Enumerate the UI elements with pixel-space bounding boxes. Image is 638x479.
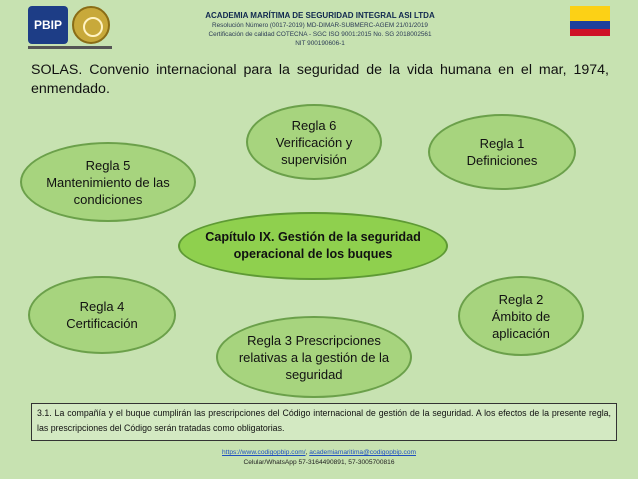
phone-line: Celular/WhatsApp 57-3164490891, 57-3005700816 <box>243 459 395 466</box>
node-regla-2 <box>458 276 584 356</box>
certification-line: Certificación de calidad COTECNA - SGC ISO 9001:2015 No. SG 2018002561 <box>208 31 432 38</box>
node-regla-3-label: Regla 3 Prescripciones relativas a la gestión de la seguridad <box>238 332 390 382</box>
email-link[interactable]: academiamaritima@codigopbip.com <box>309 449 416 456</box>
footer-text: 3.1. La compañía y el buque cumplirán las prescripciones del Código internacional de gestión de la seguridad. A los efectos de la presente regla, las prescripciones del Código serán tratadas como obligatorias. <box>37 408 611 433</box>
logo-group <box>28 6 112 48</box>
logo-caption-bar <box>28 46 112 49</box>
contact-info <box>0 448 638 468</box>
central-node-label: Capítulo IX. Gestión de la seguridad operacional de los buques <box>205 230 421 261</box>
link-separator: , <box>305 449 310 456</box>
node-regla-4-label: Regla 4 Certificación <box>66 299 138 331</box>
pbip-logo: PBIP <box>28 6 68 44</box>
node-regla-5 <box>20 142 196 222</box>
header <box>0 0 638 58</box>
node-regla-6 <box>246 104 382 180</box>
node-regla-5-label: Regla 5 Mantenimiento de las condiciones <box>46 157 170 207</box>
node-regla-3 <box>216 316 412 398</box>
website-link[interactable]: https://www.codigopbip.com/ <box>222 449 306 456</box>
node-regla-1-label: Regla 1 Definiciones <box>466 136 538 168</box>
org-info <box>150 11 490 48</box>
node-regla-4 <box>28 276 176 354</box>
footer-text-box <box>31 403 617 441</box>
node-regla-6-label: Regla 6 Verificación y supervisión <box>275 117 353 167</box>
org-name: ACADEMIA MARÍTIMA DE SEGURIDAD INTEGRAL ASI LTDA <box>205 11 435 20</box>
academy-seal-icon <box>72 6 110 44</box>
intro-text: SOLAS. Convenio internacional para la seguridad de la vida humana en el mar, 1974, enmendado. <box>31 62 609 97</box>
central-node <box>178 212 448 280</box>
nit-line: NIT 900190606-1 <box>295 40 345 47</box>
node-regla-2-label: Regla 2 Ámbito de aplicación <box>491 291 551 341</box>
node-regla-1 <box>428 114 576 190</box>
resolution-line: Resolución Número (0017-2019) MD-DIMAR-SUBMERC-AGEM 21/01/2019 <box>212 22 428 29</box>
colombia-flag-icon <box>570 6 610 36</box>
